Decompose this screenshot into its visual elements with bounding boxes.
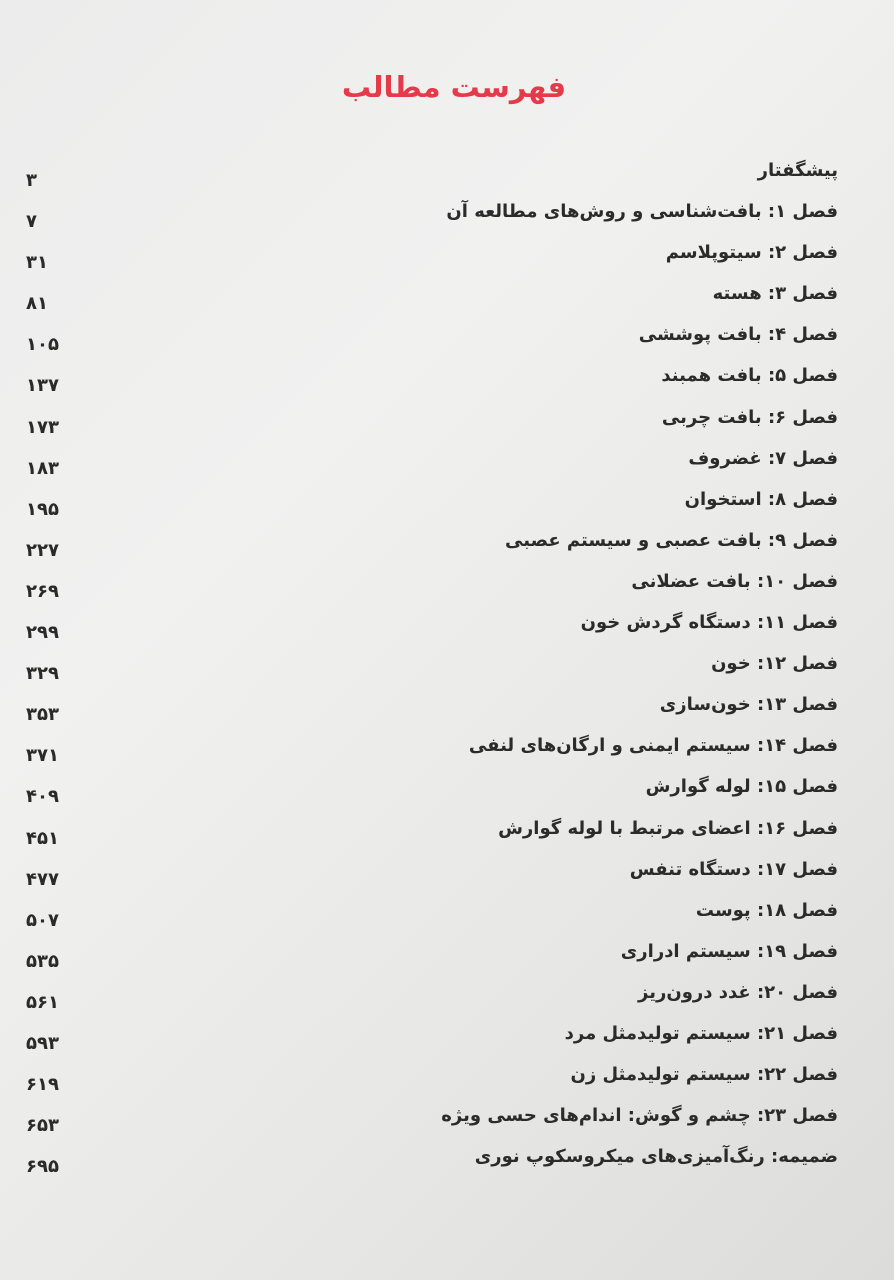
toc-entry-title: فصل ۱: بافت‌شناسی و روش‌های مطالعه آن — [446, 201, 838, 223]
toc-entry-page: ۴۵۱ — [26, 827, 59, 849]
table-of-contents — [0, 160, 894, 1187]
toc-entry-title: پیشگفتار — [757, 160, 838, 181]
toc-entry — [0, 1064, 894, 1105]
toc-entry — [0, 818, 894, 859]
toc-entry — [0, 941, 894, 982]
toc-entry — [0, 1146, 894, 1187]
toc-entry-page: ۳۱ — [26, 252, 48, 274]
toc-entry — [0, 776, 894, 817]
toc-entry-title: فصل ۱۵: لوله گوارش — [645, 776, 838, 798]
toc-entry-page: ۵۶۱ — [26, 991, 59, 1013]
toc-entry-title: فصل ۱۷: دستگاه تنفس — [629, 858, 838, 880]
toc-entry — [0, 982, 894, 1023]
toc-entry-page: ۳۲۹ — [26, 663, 59, 685]
toc-entry — [0, 448, 894, 489]
toc-entry — [0, 1105, 894, 1146]
toc-entry-title: فصل ۶: بافت چربی — [661, 406, 838, 428]
toc-entry — [0, 735, 894, 776]
toc-entry-page: ۱۸۳ — [26, 457, 59, 479]
toc-entry-page: ۸۱ — [26, 293, 48, 315]
toc-entry-page: ۲۲۷ — [26, 539, 59, 561]
toc-entry-title: فصل ۲۲: سیستم تولیدمثل زن — [570, 1064, 838, 1086]
toc-entry-title: فصل ۴: بافت پوششی — [638, 324, 838, 346]
toc-entry-page: ۶۵۳ — [26, 1115, 59, 1137]
toc-entry-title: فصل ۹: بافت عصبی و سیستم عصبی — [505, 529, 838, 551]
toc-entry-title: فصل ۸: استخوان — [684, 488, 838, 510]
toc-entry-page: ۵۹۳ — [26, 1032, 59, 1054]
toc-entry — [0, 242, 894, 283]
toc-entry — [0, 1023, 894, 1064]
page-title: فهرست مطالب — [341, 70, 567, 104]
toc-entry-title: فصل ۲۳: چشم و گوش: اندام‌های حسی ویژه — [441, 1105, 838, 1127]
toc-entry-page: ۵۰۷ — [26, 909, 59, 931]
toc-entry — [0, 283, 894, 324]
toc-entry-page: ۳ — [26, 170, 37, 191]
toc-entry-title: فصل ۲۰: غدد درون‌ریز — [638, 981, 838, 1003]
toc-entry-page: ۱۷۳ — [26, 416, 59, 438]
toc-entry — [0, 612, 894, 653]
toc-entry-title: فصل ۱۱: دستگاه گردش خون — [580, 612, 838, 634]
toc-entry-title: فصل ۱۹: سیستم ادراری — [620, 940, 838, 962]
toc-entry-title: فصل ۵: بافت همبند — [661, 365, 838, 387]
toc-entry — [0, 859, 894, 900]
toc-entry-title: ضمیمه: رنگ‌آمیزی‌های میکروسکوپ نوری — [474, 1146, 838, 1168]
toc-entry — [0, 530, 894, 571]
toc-entry-title: فصل ۲۱: سیستم تولیدمثل مرد — [564, 1022, 838, 1044]
toc-entry-title: فصل ۳: هسته — [712, 283, 838, 305]
toc-entry-title: فصل ۱۶: اعضای مرتبط با لوله گوارش — [498, 817, 838, 839]
toc-entry-page: ۲۶۹ — [26, 580, 59, 602]
toc-entry-title: فصل ۱۰: بافت عضلانی — [631, 570, 838, 592]
toc-entry-page: ۴۷۷ — [26, 868, 59, 890]
toc-entry-title: فصل ۱۴: سیستم ایمنی و ارگان‌های لنفی — [468, 735, 838, 757]
toc-entry-title: فصل ۷: غضروف — [688, 447, 838, 469]
toc-entry — [0, 489, 894, 530]
toc-entry-page: ۶۱۹ — [26, 1074, 59, 1096]
toc-entry-page: ۱۳۷ — [26, 375, 59, 397]
toc-entry-title: فصل ۱۸: پوست — [695, 899, 838, 921]
toc-entry-page: ۱۹۵ — [26, 498, 59, 520]
toc-entry — [0, 694, 894, 735]
toc-entry — [0, 201, 894, 242]
toc-entry — [0, 653, 894, 694]
toc-entry-page: ۲۹۹ — [26, 622, 59, 644]
toc-entry — [0, 160, 894, 201]
toc-entry — [0, 365, 894, 406]
toc-entry-page: ۱۰۵ — [26, 334, 59, 356]
toc-entry-page: ۶۹۵ — [26, 1156, 59, 1178]
toc-entry-page: ۳۷۱ — [26, 745, 59, 767]
toc-entry-page: ۵۳۵ — [26, 950, 59, 972]
toc-entry-title: فصل ۱۲: خون — [711, 653, 838, 675]
toc-entry-page: ۴۰۹ — [26, 786, 59, 808]
toc-entry-title: فصل ۲: سیتوپلاسم — [665, 242, 838, 264]
toc-entry — [0, 407, 894, 448]
toc-entry — [0, 571, 894, 612]
toc-entry — [0, 324, 894, 365]
toc-entry-title: فصل ۱۳: خون‌سازی — [659, 694, 838, 716]
toc-entry — [0, 900, 894, 941]
toc-entry-page: ۷ — [26, 211, 37, 233]
toc-entry-page: ۳۵۳ — [26, 704, 59, 726]
